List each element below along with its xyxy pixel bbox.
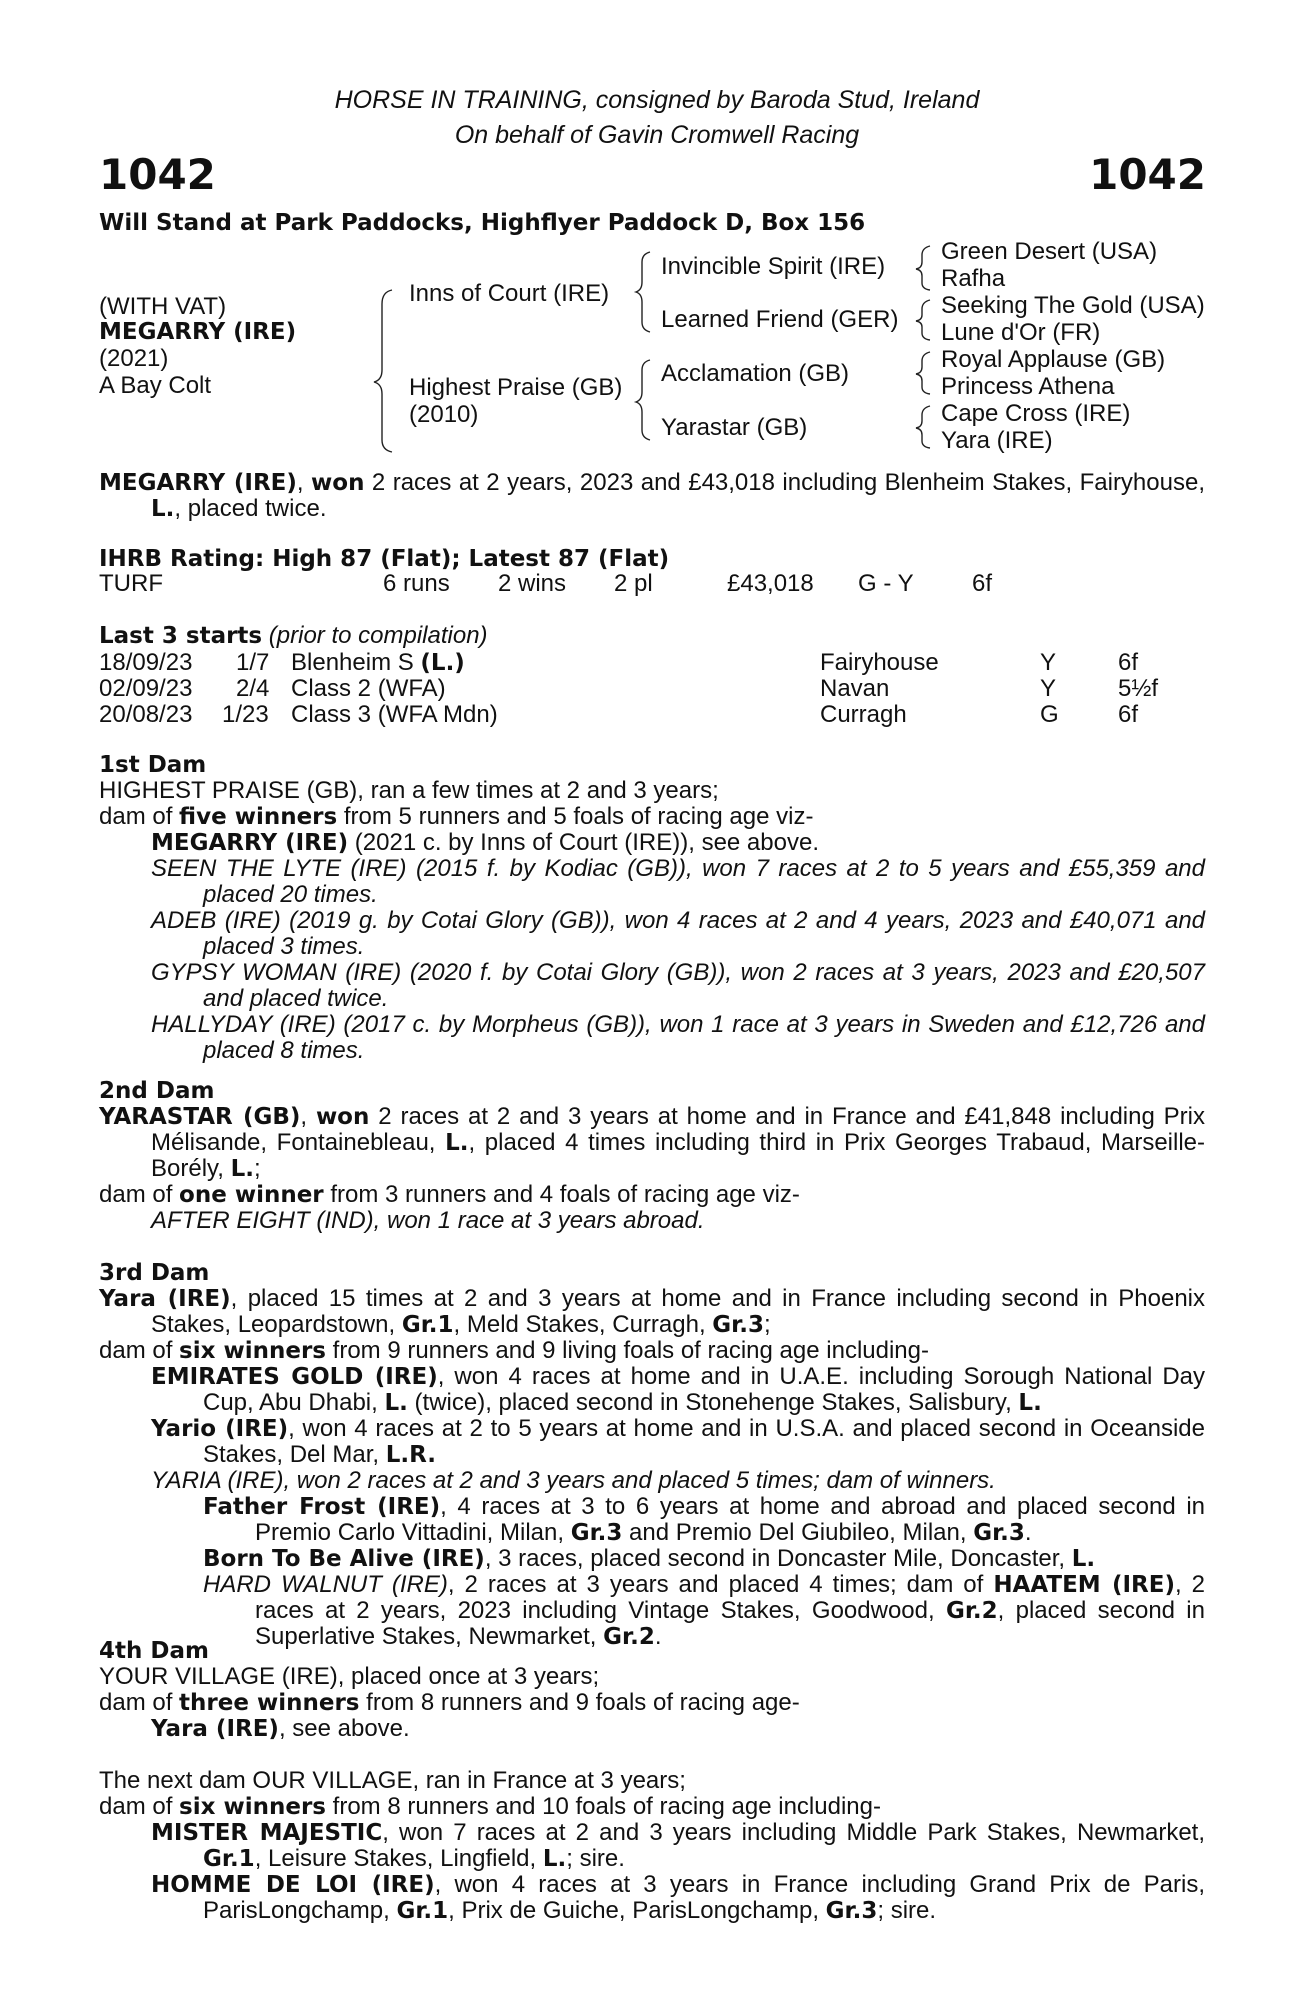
ped-sdd: Lune d'Or (FR) xyxy=(941,319,1101,346)
ped-sss: Green Desert (USA) xyxy=(941,238,1158,265)
rating-going: G - Y xyxy=(858,570,914,597)
list-item: GYPSY WOMAN (IRE) (2020 f. by Cotai Glory (GB)), won 2 races at 3 years, 2023 and £20,507 and placed twice. xyxy=(151,959,1205,1012)
next-dam-section: The next dam OUR VILLAGE, ran in France at 3 years; dam of six winners from 8 runners and 10 foals of racing age including- MISTER MAJESTIC, won 7 races at 2 and 3 years including Middle Park Stakes, Newmarket, Gr.1, Leisure Stakes, Lingfield, L.; sire. HOMME DE LOI (IRE), won 4 races at 3 years in France including Grand Prix de Paris, ParisLongchamp, Gr.1, Prix de Guiche, ParisLongchamp, Gr.3; sire. xyxy=(99,1767,1206,1924)
rating-distance: 6f xyxy=(972,570,993,597)
ped-ssd: Rafha xyxy=(941,265,1006,292)
summary-horse-name: MEGARRY (IRE) xyxy=(99,470,297,496)
list-item: EMIRATES GOLD (IRE), won 4 races at home and in U.A.E. including Sorough National Day Cup, Abu Dhabi, L. (twice), placed second in Stonehenge Stakes, Salisbury, L. xyxy=(151,1363,1206,1416)
table-row-race: Class 3 (WFA Mdn) xyxy=(291,701,498,728)
list-item: SEEN THE LYTE (IRE) (2015 f. by Kodiac (GB)), won 7 races at 2 to 5 years and £55,359 and placed 20 times. xyxy=(151,855,1206,908)
ped-sds: Seeking The Gold (USA) xyxy=(941,292,1205,319)
first-dam-section: 1st Dam HIGHEST PRAISE (GB), ran a few times at 2 and 3 years; dam of five winners from 5 runners and 5 foals of racing age viz- MEGARRY (IRE) (2021 c. by Inns of Court (IRE)), see above. SEEN THE LYTE (IRE) (2015 f. by Kodiac (GB)), won 7 races at 2 to 5 years and £55,359 and placed 20 times. ADEB (IRE) (2019 g. by Cotai Glory (GB)), won 4 races at 2 and 4 years, 2023 and £40,071 and placed 3 times. GYPSY WOMAN (IRE) (2020 f. by Cotai Glory (GB)), won 2 races at 3 years, 2023 and £20,507 and placed twice. HALLYDAY (IRE) (2017 c. by Morpheus (GB)), won 1 race at 3 years in Sweden and £12,726 and placed 8 times. xyxy=(99,752,1206,1064)
stand-location: Will Stand at Park Paddocks, Highflyer Paddock D, Box 156 xyxy=(99,210,866,236)
table-row-pos: 1/7 xyxy=(236,649,270,676)
table-row: 20/08/23 xyxy=(99,701,193,728)
lot-number-left: 1042 xyxy=(99,150,216,199)
list-item: AFTER EIGHT (IND), won 1 race at 3 years abroad. xyxy=(151,1207,705,1234)
third-dam-section: 3rd Dam Yara (IRE), placed 15 times at 2 and 3 years at home and in France including second in Phoenix Stakes, Leopardstown, Gr.1, Meld Stakes, Curragh, Gr.3; dam of six winners from 9 runners and 9 living foals of racing age including- EMIRATES GOLD (IRE), won 4 races at home and in U.A.E. including Sorough National Day Cup, Abu Dhabi, L. (twice), placed second in Stonehenge Stakes, Salisbury, L. Yario (IRE), won 4 races at 2 to 5 years at home and in U.S.A. and placed second in Oceanside Stakes, Del Mar, L.R. YARIA (IRE), won 2 races at 2 and 3 years and placed 5 times; dam of winners. Father Frost (IRE), 4 races at 3 to 6 years at home and abroad and placed second in Premio Carlo Vittadini, Milan, Gr.3 and Premio Del Giubileo, Milan, Gr.3. Born To Be Alive (IRE), 3 races, placed second in Doncaster Mile, Doncaster, L. HARD WALNUT (IRE), 2 races at 3 years and placed 4 times; dam of HAATEM (IRE), 2 races at 2 years, 2023 including Vintage Stakes, Goodwood, Gr.2, placed second in Superlative Stakes, Newmarket, Gr.2. xyxy=(99,1260,1206,1650)
summary-text: 2 races at 2 years, 2023 and £43,018 including Blenheim Stakes, Fairyhouse, xyxy=(364,469,1205,496)
list-item: Born To Be Alive (IRE), 3 races, placed second in Doncaster Mile, Doncaster, L. xyxy=(203,1545,1096,1572)
table-row-course: Fairyhouse xyxy=(820,649,939,676)
table-row-race: Blenheim S (L.) xyxy=(291,649,465,676)
table-row: 02/09/23 xyxy=(99,675,193,702)
third-dam-title: 3rd Dam xyxy=(99,1260,210,1286)
table-row-course: Navan xyxy=(820,675,890,702)
rating-title: IHRB Rating: High 87 (Flat); Latest 87 (Flat) xyxy=(99,546,670,572)
table-row-dist: 5½f xyxy=(1118,675,1159,702)
first-dam-title: 1st Dam xyxy=(99,752,207,778)
consignor-line: HORSE IN TRAINING, consigned by Baroda Stud, Ireland xyxy=(334,86,980,114)
ped-dds: Cape Cross (IRE) xyxy=(941,400,1131,427)
summary-listed: L. xyxy=(151,496,175,522)
fourth-dam-section: 4th Dam YOUR VILLAGE (IRE), placed once at 3 years; dam of three winners from 8 runners and 9 foals of racing age- Yara (IRE), see above. xyxy=(99,1638,1205,1742)
vat-note: (WITH VAT) xyxy=(99,293,227,320)
ped-ddd: Yara (IRE) xyxy=(941,427,1053,454)
list-item: Yario (IRE), won 4 races at 2 to 5 years at home and in U.S.A. and placed second in Oceanside Stakes, Del Mar, L.R. xyxy=(151,1415,1205,1468)
table-row-going: Y xyxy=(1040,675,1057,702)
ped-dsd: Princess Athena xyxy=(941,373,1115,400)
first-dam-line: HIGHEST PRAISE (GB), ran a few times at 2 and 3 years; xyxy=(99,777,719,804)
table-row-going: G xyxy=(1040,701,1059,728)
horse-name: MEGARRY (IRE) xyxy=(99,319,297,345)
table-row-dist: 6f xyxy=(1118,649,1139,676)
race-summary: MEGARRY (IRE), won 2 races at 2 years, 2023 and £43,018 including Blenheim Stakes, Fairyhouse, L., placed twice. xyxy=(99,469,1205,522)
last3-heading: Last 3 starts (prior to compilation) xyxy=(99,622,488,649)
rating-runs: 6 runs xyxy=(383,570,450,597)
sire-sire: Invincible Spirit (IRE) xyxy=(661,253,886,280)
lot-number-right: 1042 xyxy=(1089,150,1206,199)
list-item: Father Frost (IRE), 4 races at 3 to 6 years at home and abroad and placed second in Premio Carlo Vittadini, Milan, Gr.3 and Premio Del Giubileo, Milan, Gr.3. xyxy=(203,1493,1206,1546)
list-item: MISTER MAJESTIC, won 7 races at 2 and 3 years including Middle Park Stakes, Newmarket, Gr.1, Leisure Stakes, Lingfield, L.; sire. xyxy=(151,1819,1206,1872)
rating-placed: 2 pl xyxy=(614,570,653,597)
table-row-course: Curragh xyxy=(820,701,907,728)
table-row-going: Y xyxy=(1040,649,1057,676)
sire-dam: Learned Friend (GER) xyxy=(661,306,899,333)
dam-sire: Acclamation (GB) xyxy=(661,360,850,387)
table-row-race: Class 2 (WFA) xyxy=(291,675,446,702)
list-item: HALLYDAY (IRE) (2017 c. by Morpheus (GB)), won 1 race at 3 years in Sweden and £12,726 and placed 8 times. xyxy=(151,1011,1205,1064)
table-row-pos: 2/4 xyxy=(236,675,270,702)
table-row: 18/09/23 xyxy=(99,649,193,676)
behalf-line: On behalf of Gavin Cromwell Racing xyxy=(454,121,860,149)
horse-description: A Bay Colt xyxy=(99,372,212,399)
rating-wins: 2 wins xyxy=(498,570,567,597)
sire-name: Inns of Court (IRE) xyxy=(409,280,610,307)
list-item: MEGARRY (IRE) (2021 c. by Inns of Court (IRE)), see above. xyxy=(151,829,819,856)
fourth-dam-title: 4th Dam xyxy=(99,1638,209,1664)
second-dam-section: 2nd Dam YARASTAR (GB), won 2 races at 2 and 3 years at home and in France and £41,848 including Prix Mélisande, Fontainebleau, L., placed 4 times including third in Prix Georges Trabaud, Marseille-Borély, L.; dam of one winner from 3 runners and 4 foals of racing age viz- AFTER EIGHT (IND), won 1 race at 3 years abroad. xyxy=(99,1078,1206,1234)
list-item: YARIA (IRE), won 2 races at 2 and 3 years and placed 5 times; dam of winners. xyxy=(151,1467,996,1494)
dam-name: Highest Praise (GB) xyxy=(409,374,623,401)
list-item: Yara (IRE), see above. xyxy=(151,1715,410,1742)
rating-surface: TURF xyxy=(99,570,163,597)
dam-dam: Yarastar (GB) xyxy=(661,414,808,441)
ped-dss: Royal Applause (GB) xyxy=(941,346,1166,373)
summary-won: won xyxy=(311,470,365,496)
list-item: HOMME DE LOI (IRE), won 4 races at 3 years in France including Grand Prix de Paris, ParisLongchamp, Gr.1, Prix de Guiche, ParisLongchamp, Gr.3; sire. xyxy=(151,1871,1206,1924)
horse-year: (2021) xyxy=(99,345,169,372)
rating-prize: £43,018 xyxy=(727,570,814,597)
list-item: HARD WALNUT (IRE), 2 races at 3 years and placed 4 times; dam of HAATEM (IRE), 2 races at 2 years, 2023 including Vintage Stakes, Goodwood, Gr.2, placed second in Superlative Stakes, Newmarket, Gr.2. xyxy=(203,1571,1206,1650)
list-item: ADEB (IRE) (2019 g. by Cotai Glory (GB)), won 4 races at 2 and 4 years, 2023 and £40,071 and placed 3 times. xyxy=(151,907,1206,960)
table-row-dist: 6f xyxy=(1118,701,1139,728)
summary-end: , placed twice. xyxy=(174,495,327,522)
dam-year: (2010) xyxy=(409,401,479,428)
second-dam-title: 2nd Dam xyxy=(99,1078,215,1104)
table-row-pos: 1/23 xyxy=(222,701,269,728)
